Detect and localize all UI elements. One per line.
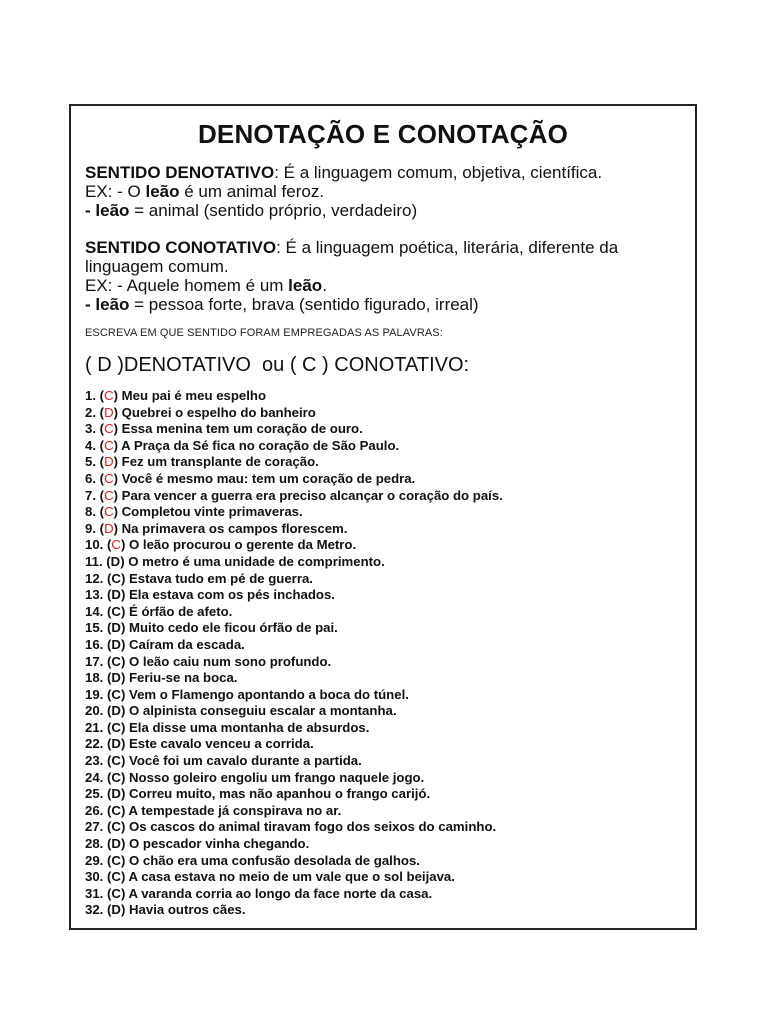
exercise-answer: C <box>104 504 114 520</box>
exercise-sentence: Muito cedo ele ficou órfão de pai. <box>129 620 338 636</box>
exercise-answer: D <box>110 553 121 569</box>
exercise-answer: C <box>111 852 121 868</box>
exercise-answer: C <box>111 686 121 702</box>
exercise-item: 18. (D) Feriu-se na boca. <box>85 670 238 686</box>
exercise-item: 2. (D) Quebrei o espelho do banheiro <box>85 404 316 420</box>
conotativo-meaning: - leão = pessoa forte, brava (sentido figurado, irreal) <box>85 295 479 314</box>
conotativo-section <box>85 238 685 314</box>
exercise-number: 22. <box>85 736 104 752</box>
exercise-number: 15. <box>85 620 104 636</box>
exercise-number: 5. <box>85 454 96 470</box>
exercise-number: 4. <box>85 437 96 453</box>
exercise-sentence: Você foi um cavalo durante a partida. <box>129 753 362 769</box>
exercise-number: 27. <box>85 819 104 835</box>
exercise-item: 17. (C) O leão caiu num sono profundo. <box>85 653 332 669</box>
exercise-sentence: O leão procurou o gerente da Metro. <box>129 537 357 553</box>
exercise-answer: C <box>111 885 121 901</box>
exercise-sentence: A casa estava no meio de um vale que o sol beijava. <box>128 869 455 885</box>
exercise-sentence: Os cascos do animal tiravam fogo dos seixos do caminho. <box>129 819 497 835</box>
exercise-item: 14. (C) É órfão de afeto. <box>85 603 233 619</box>
exercise-sentence: Ela disse uma montanha de absurdos. <box>129 719 370 735</box>
exercise-sentence: Havia outros cães. <box>129 902 246 918</box>
exercise-number: 12. <box>85 570 104 586</box>
exercise-answer: D <box>111 636 121 652</box>
exercise-sentence: O chão era uma confusão desolada de galhos. <box>129 852 420 868</box>
exercise-item: 19. (C) Vem o Flamengo apontando a boca do túnel. <box>85 686 409 702</box>
exercise-sentence: Vem o Flamengo apontando a boca do túnel. <box>129 686 409 702</box>
exercise-item: 28. (D) O pescador vinha chegando. <box>85 836 310 852</box>
exercise-item: 15. (D) Muito cedo ele ficou órfão de pai. <box>85 620 338 636</box>
exercise-item: 11. (D) O metro é uma unidade de comprimento. <box>85 553 385 569</box>
exercise-item: 26. (C) A tempestade já conspirava no ar. <box>85 802 342 818</box>
exercise-item: 25. (D) Correu muito, mas não apanhou o frango carijó. <box>85 786 431 802</box>
exercise-answer: C <box>111 869 121 885</box>
worksheet-title: DENOTAÇÃO E CONOTAÇÃO <box>197 119 569 149</box>
exercise-answer: D <box>111 670 121 686</box>
exercise-item: 7. (C) Para vencer a guerra era preciso alcançar o coração do país. <box>85 487 503 503</box>
exercise-number: 32. <box>85 902 104 918</box>
exercise-sentence: Meu pai é meu espelho <box>121 388 267 403</box>
exercise-number: 18. <box>85 670 104 686</box>
exercise-sentence: Correu muito, mas não apanhou o frango carijó. <box>129 786 431 802</box>
exercise-answer: D <box>104 454 114 470</box>
exercise-item: 5. (D) Fez um transplante de coração. <box>85 454 319 470</box>
exercise-answer: C <box>111 653 121 669</box>
exercise-item: 8. (C) Completou vinte primaveras. <box>85 504 303 520</box>
exercise-sentence: Quebrei o espelho do banheiro <box>121 404 316 420</box>
denotativo-label: SENTIDO DENOTATIVO <box>85 163 275 182</box>
exercise-answer: D <box>111 620 121 636</box>
exercise-number: 21. <box>85 719 104 735</box>
exercise-sentence: Essa menina tem um coração de ouro. <box>121 421 363 437</box>
exercise-item: 23. (C) Você foi um cavalo durante a partida. <box>85 753 362 769</box>
exercise-number: 3. <box>85 421 96 437</box>
exercise-item: 30. (C) A casa estava no meio de um vale que o sol beijava. <box>85 869 455 885</box>
exercise-item: 3. (C) Essa menina tem um coração de ouro. <box>85 421 363 437</box>
exercise-item: 32. (D) Havia outros cães. <box>85 902 246 918</box>
exercise-number: 13. <box>85 587 104 603</box>
denotativo-meaning: - leão = animal (sentido próprio, verdadeiro) <box>85 201 418 220</box>
exercise-item: 20. (D) O alpinista conseguiu escalar a montanha. <box>85 703 397 719</box>
exercise-sentence: Na primavera os campos florescem. <box>121 520 348 536</box>
exercise-answer: C <box>111 753 121 769</box>
answer-key-legend: ( D )DENOTATIVO ou ( C ) CONOTATIVO: <box>85 354 470 376</box>
exercise-sentence: A Praça da Sé fica no coração de São Paulo. <box>121 437 400 453</box>
exercise-number: 7. <box>85 487 96 503</box>
exercise-number: 25. <box>85 786 104 802</box>
denotativo-example: EX: - O leão é um animal feroz. <box>85 182 325 201</box>
conotativo-label: SENTIDO CONOTATIVO <box>85 238 277 257</box>
exercise-number: 28. <box>85 836 104 852</box>
exercise-item: 13. (D) Ela estava com os pés inchados. <box>85 587 335 603</box>
exercise-number: 9. <box>85 520 96 536</box>
exercise-number: 17. <box>85 653 104 669</box>
exercise-number: 23. <box>85 753 104 769</box>
exercise-answer: C <box>104 388 114 403</box>
conotativo-definition: SENTIDO CONOTATIVO: É a linguagem poética, literária, diferente da linguagem comum. <box>85 238 619 276</box>
exercise-number: 29. <box>85 852 104 868</box>
exercise-answer: C <box>111 802 121 818</box>
exercise-number: 26. <box>85 802 104 818</box>
exercise-sentence: Nosso goleiro engoliu um frango naquele jogo. <box>129 769 425 785</box>
exercise-sentence: O alpinista conseguiu escalar a montanha. <box>129 703 397 719</box>
exercise-answer: D <box>104 404 114 420</box>
exercise-number: 20. <box>85 703 104 719</box>
exercise-item: 1. (C) Meu pai é meu espelho <box>85 388 267 403</box>
exercise-item: 31. (C) A varanda corria ao longo da face norte da casa. <box>85 885 433 901</box>
exercise-sentence: O metro é uma unidade de comprimento. <box>128 553 385 569</box>
exercise-answer: C <box>104 421 114 437</box>
exercise-sentence: Feriu-se na boca. <box>129 670 238 686</box>
exercise-item: 21. (C) Ela disse uma montanha de absurdos. <box>85 719 370 735</box>
exercise-sentence: A tempestade já conspirava no ar. <box>128 802 342 818</box>
exercise-sentence: É órfão de afeto. <box>129 603 233 619</box>
exercise-number: 19. <box>85 686 104 702</box>
denotativo-section <box>85 163 685 220</box>
exercise-sentence: Estava tudo em pé de guerra. <box>129 570 313 586</box>
exercise-answer: C <box>111 570 121 586</box>
exercise-answer: C <box>111 537 121 553</box>
exercise-number: 8. <box>85 504 96 520</box>
exercise-item: 12. (C) Estava tudo em pé de guerra. <box>85 570 313 586</box>
exercise-list <box>85 388 503 919</box>
exercise-answer: C <box>111 769 121 785</box>
exercise-instruction: ESCREVA EM QUE SENTIDO FORAM EMPREGADAS AS PALAVRAS: <box>85 327 443 339</box>
exercise-item: 9. (D) Na primavera os campos florescem. <box>85 520 348 536</box>
exercise-sentence: O leão caiu num sono profundo. <box>129 653 332 669</box>
exercise-answer: D <box>111 786 121 802</box>
exercise-number: 6. <box>85 470 96 486</box>
exercise-sentence: Este cavalo venceu a corrida. <box>129 736 314 752</box>
exercise-sentence: Ela estava com os pés inchados. <box>129 587 335 603</box>
exercise-item: 4. (C) A Praça da Sé fica no coração de São Paulo. <box>85 437 400 453</box>
exercise-sentence: A varanda corria ao longo da face norte da casa. <box>128 885 433 901</box>
exercise-sentence: Caíram da escada. <box>129 636 245 652</box>
exercise-answer: D <box>111 703 121 719</box>
exercise-number: 10. <box>85 537 104 553</box>
exercise-number: 1. <box>85 388 96 403</box>
exercise-answer: C <box>111 819 121 835</box>
exercise-answer: C <box>104 470 114 486</box>
exercise-item: 16. (D) Caíram da escada. <box>85 636 245 652</box>
denotativo-definition: SENTIDO DENOTATIVO: É a linguagem comum, objetiva, científica. <box>85 163 603 182</box>
exercise-answer: C <box>104 437 114 453</box>
exercise-answer: D <box>111 836 121 852</box>
exercise-item: 22. (D) Este cavalo venceu a corrida. <box>85 736 314 752</box>
exercise-sentence: Você é mesmo mau: tem um coração de pedra. <box>121 470 416 486</box>
exercise-sentence: Completou vinte primaveras. <box>121 504 303 520</box>
exercise-answer: D <box>111 736 121 752</box>
exercise-answer: C <box>104 487 114 503</box>
exercise-number: 24. <box>85 769 104 785</box>
exercise-number: 14. <box>85 603 104 619</box>
exercise-number: 31. <box>85 885 104 901</box>
exercise-item: 24. (C) Nosso goleiro engoliu um frango naquele jogo. <box>85 769 425 785</box>
exercise-item: 10. (C) O leão procurou o gerente da Metro. <box>85 537 357 553</box>
worksheet-frame <box>69 104 697 930</box>
exercise-answer: D <box>111 902 121 918</box>
exercise-number: 16. <box>85 636 104 652</box>
exercise-sentence: Para vencer a guerra era preciso alcançar o coração do país. <box>121 487 503 503</box>
exercise-number: 30. <box>85 869 104 885</box>
exercise-item: 29. (C) O chão era uma confusão desolada de galhos. <box>85 852 420 868</box>
exercise-answer: C <box>111 719 121 735</box>
exercise-answer: C <box>111 603 121 619</box>
exercise-sentence: O pescador vinha chegando. <box>129 836 310 852</box>
exercise-number: 11. <box>85 553 103 569</box>
exercise-number: 2. <box>85 404 96 420</box>
exercise-sentence: Fez um transplante de coração. <box>121 454 319 470</box>
exercise-item: 27. (C) Os cascos do animal tiravam fogo dos seixos do caminho. <box>85 819 497 835</box>
exercise-answer: D <box>111 587 121 603</box>
exercise-item: 6. (C) Você é mesmo mau: tem um coração de pedra. <box>85 470 416 486</box>
conotativo-example: EX: - Aquele homem é um leão. <box>85 276 327 295</box>
exercise-answer: D <box>104 520 114 536</box>
